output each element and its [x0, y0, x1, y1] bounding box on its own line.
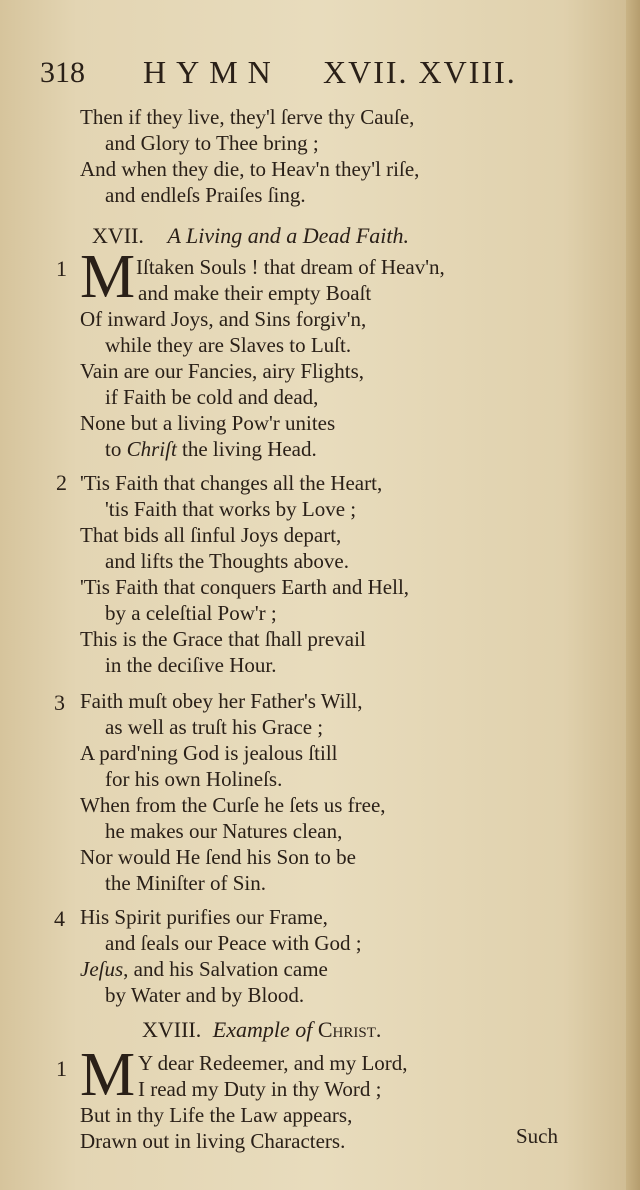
- verse-line: and Glory to Thee bring ;: [105, 131, 319, 155]
- hymn-title-text: Example of: [212, 1017, 313, 1042]
- verse-line: Nor would He ſend his Son to be: [80, 845, 356, 869]
- verse-name: Chriſt: [126, 437, 177, 461]
- verse-line: A pard'ning God is jealous ſtill: [80, 741, 338, 765]
- verse-line: 'Tis Faith that conquers Earth and Hell,: [80, 575, 410, 599]
- hymn-title-text: A Living and a Dead Faith.: [167, 223, 410, 248]
- verse-line: as well as truſt his Grace ;: [105, 715, 324, 739]
- verse-line: and endleſs Praiſes ſing.: [105, 183, 306, 207]
- verse-line: And when they die, to Heav'n they'l riſe,: [80, 157, 420, 181]
- page-number: 318: [40, 56, 85, 89]
- running-title: HYMN: [143, 54, 281, 90]
- verse-line: and make their empty Boaſt: [138, 281, 372, 305]
- verse-line: if Faith be cold and dead,: [105, 385, 319, 409]
- verse-line: That bids all ſinful Joys depart,: [80, 523, 342, 547]
- hymn-title: [142, 1017, 381, 1043]
- verse-line: Iſtaken Souls ! that dream of Heav'n,: [136, 255, 445, 279]
- verse-line: His Spirit purifies our Frame,: [80, 905, 328, 929]
- hymn-title-text: Christ.: [317, 1017, 382, 1042]
- verse-line: the Miniſter of Sin.: [105, 871, 266, 895]
- verse-text: , and his Salvation came: [123, 957, 328, 981]
- verse-name: Jeſus: [80, 957, 124, 981]
- verse-line: for his own Holineſs.: [105, 767, 283, 791]
- stanza-number: 2: [56, 470, 67, 495]
- drop-cap: M: [80, 1041, 136, 1109]
- verse-line: Faith muſt obey her Father's Will,: [80, 689, 363, 713]
- stanza-number: 4: [54, 906, 65, 931]
- verse-line: by Water and by Blood.: [105, 983, 305, 1007]
- page-edge: [626, 0, 640, 1190]
- hymn-title: [92, 223, 409, 249]
- verse-line: Drawn out in living Characters.: [80, 1129, 346, 1153]
- verse-line: while they are Slaves to Luſt.: [105, 333, 352, 357]
- verse-line: Of inward Joys, and Sins forgiv'n,: [80, 307, 367, 331]
- verse-line: None but a living Pow'r unites: [80, 411, 336, 435]
- verse-line: 'Tis Faith that changes all the Heart,: [80, 471, 383, 495]
- stanza-number: 1: [56, 256, 67, 281]
- verse-line: I read my Duty in thy Word ;: [138, 1077, 382, 1101]
- stanza-number: 3: [54, 690, 65, 715]
- hymn-number: XVII.: [92, 223, 144, 248]
- hymn-number: XVIII.: [142, 1017, 202, 1042]
- verse-line: This is the Grace that ſhall prevail: [80, 627, 366, 651]
- verse-line: by a celeſtial Pow'r ;: [105, 601, 277, 625]
- drop-cap: M: [80, 243, 136, 311]
- verse-text: to: [105, 437, 127, 461]
- verse-line: [80, 956, 328, 982]
- verse-line: [105, 436, 317, 462]
- verse-line: 'tis Faith that works by Love ;: [105, 497, 357, 521]
- verse-line: Y dear Redeemer, and my Lord,: [138, 1051, 408, 1075]
- verse-line: and ſeals our Peace with God ;: [105, 931, 362, 955]
- verse-line: Then if they live, they'l ſerve thy Cauſe,: [80, 105, 415, 129]
- stanza-number: 1: [56, 1056, 67, 1081]
- verse-line: But in thy Life the Law appears,: [80, 1103, 353, 1127]
- verse-line: Vain are our Fancies, airy Flights,: [80, 359, 365, 383]
- verse-text: the living Head.: [176, 437, 317, 461]
- verse-line: When from the Curſe he ſets us free,: [80, 793, 386, 817]
- verse-line: in the deciſive Hour.: [105, 653, 277, 677]
- hymn-numbers: XVII. XVIII.: [323, 54, 517, 90]
- verse-line: and lifts the Thoughts above.: [105, 549, 349, 573]
- verse-line: he makes our Natures clean,: [105, 819, 343, 843]
- catchword: Such: [516, 1124, 558, 1148]
- running-header: [40, 52, 540, 92]
